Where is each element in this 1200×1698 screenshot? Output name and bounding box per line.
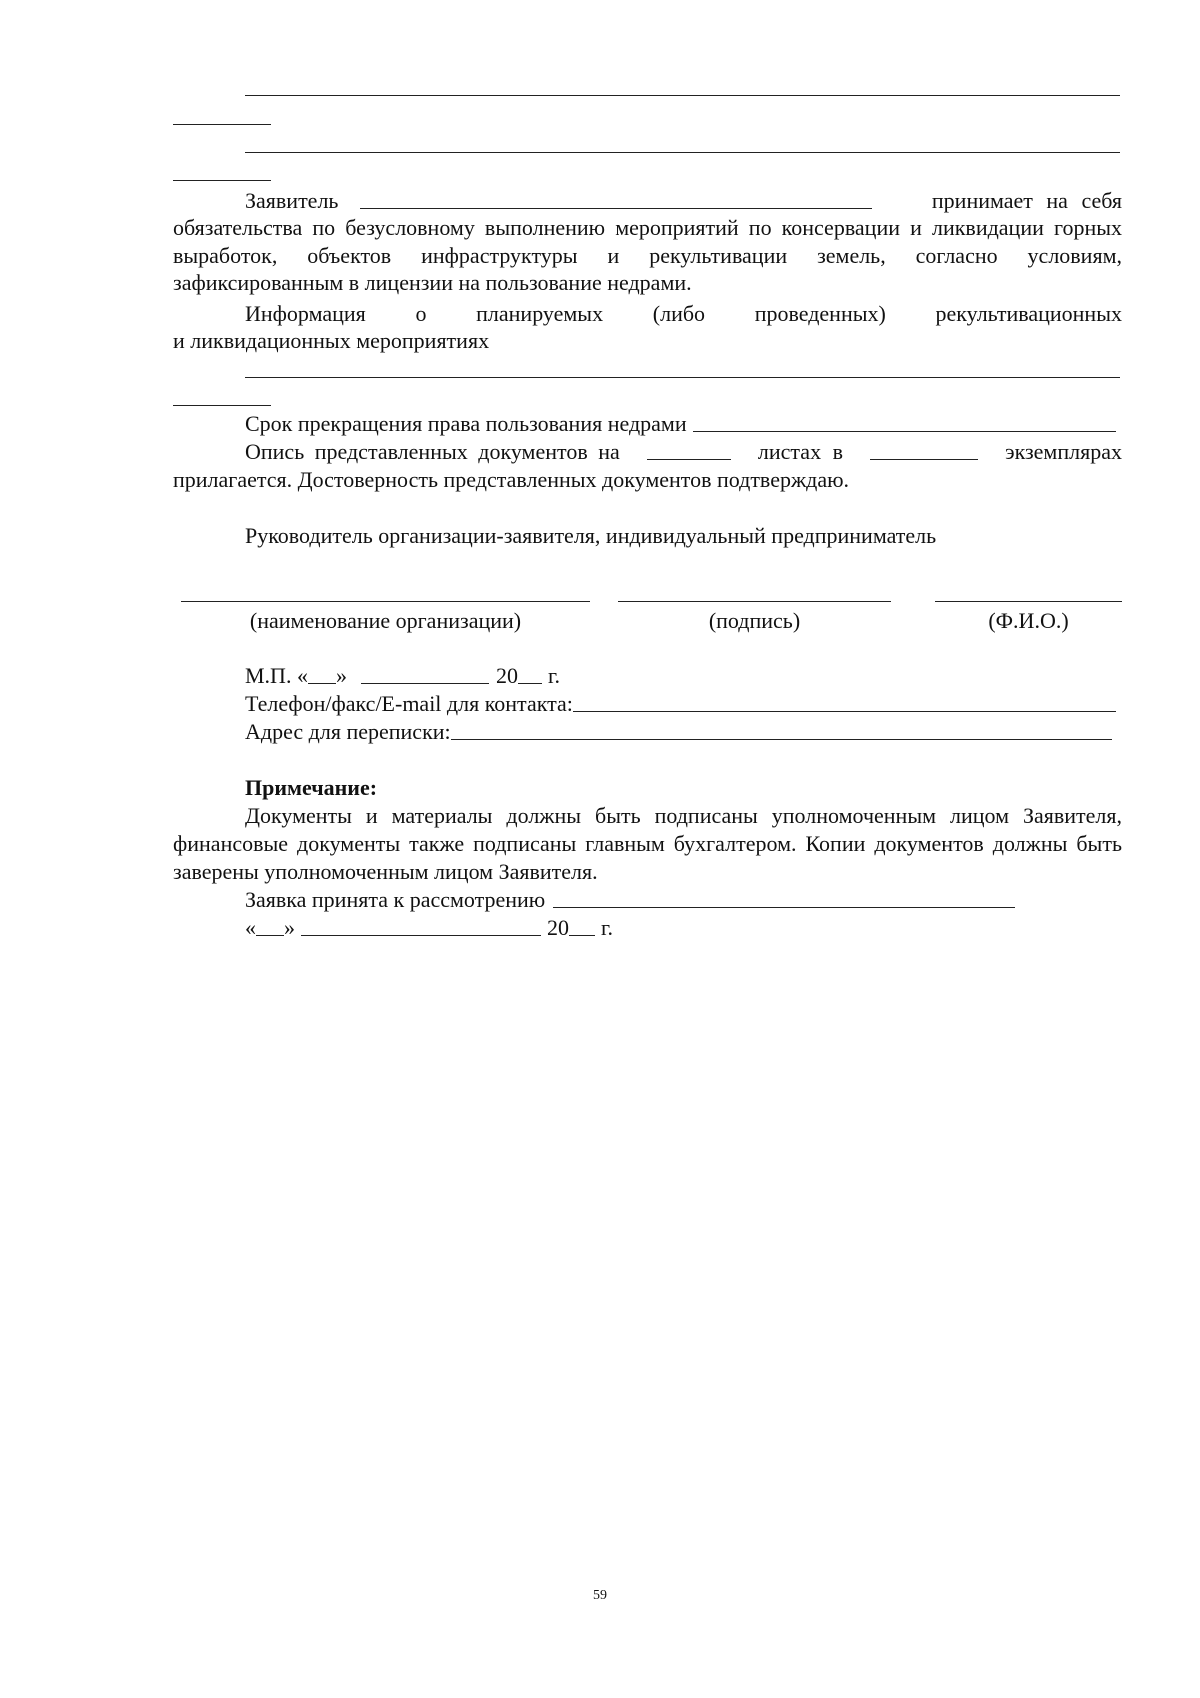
org-name-field[interactable]: [181, 601, 590, 602]
info-second-line: и ликвидационных мероприятиях: [173, 328, 490, 353]
note-heading: Примечание:: [245, 775, 378, 800]
term-line: [245, 410, 1122, 437]
address-field[interactable]: [451, 739, 1112, 740]
stamp-year-suffix: г.: [547, 663, 560, 688]
stamp-year-field[interactable]: [518, 683, 542, 684]
info-blank-line-tail[interactable]: [173, 405, 271, 406]
blank-line-2-tail[interactable]: [173, 180, 271, 181]
phone-field[interactable]: [573, 711, 1116, 712]
blank-line-2[interactable]: [245, 152, 1120, 153]
applicant-line: [245, 187, 1122, 214]
inventory-line: [245, 438, 1122, 465]
info-blank-line[interactable]: [245, 377, 1120, 378]
acceptance-year-prefix: 20: [547, 915, 569, 940]
address-line: [245, 718, 1118, 745]
head-title: Руководитель организации-заявителя, индивидуальный предприниматель: [245, 523, 937, 548]
stamp-mp: М.П. «: [245, 663, 308, 688]
caption-full-name: (Ф.И.О.): [988, 608, 1069, 633]
inventory-part2: листах в: [757, 439, 843, 464]
applicant-name-field[interactable]: [360, 208, 872, 209]
inventory-line2: прилагается. Достоверность представленных документов подтверждаю.: [173, 467, 850, 492]
full-name-field[interactable]: [935, 601, 1122, 602]
acceptance-open-quote: «: [245, 915, 256, 940]
stamp-year-prefix: 20: [495, 663, 518, 688]
applicant-right-words: принимает на себя: [931, 188, 1122, 213]
acceptance-field[interactable]: [553, 907, 1015, 908]
signature-field[interactable]: [618, 601, 891, 602]
applicant-word: Заявитель: [245, 188, 339, 213]
inventory-copies-field[interactable]: [870, 459, 978, 460]
term-field[interactable]: [693, 431, 1116, 432]
caption-signature: (подпись): [708, 608, 801, 633]
note-text: Документы и материалы должны быть подписаны уполномоченным лицом Заявителя, финансовые документы также подписаны главным бухгалтером. Копии документов должны быть заверены уполномоченным лицом Заявителя.: [173, 803, 1122, 884]
stamp-close-quote: »: [335, 663, 347, 688]
acceptance-day-field[interactable]: [256, 935, 284, 936]
term-label: Срок прекращения права пользования недрами: [245, 411, 687, 436]
blank-line-1-tail[interactable]: [173, 124, 271, 125]
inventory-sheets-field[interactable]: [647, 459, 731, 460]
acceptance-date-line: [245, 914, 613, 941]
applicant-obligations: обязательства по безусловному выполнению мероприятий по консервации и ликвидации горных выработок, объектов инфраструктуры и рекультивации земель, согласно условиям, зафиксированным в лицензии на пользование недрами.: [173, 215, 1122, 295]
phone-line: [245, 690, 1122, 717]
stamp-day-field[interactable]: [308, 683, 336, 684]
blank-line-1[interactable]: [245, 95, 1120, 96]
address-label: Адрес для переписки:: [245, 719, 451, 744]
acceptance-label: Заявка принята к рассмотрению: [245, 887, 546, 912]
caption-org-name: (наименование организации): [249, 608, 522, 633]
stamp-date-line: [245, 662, 560, 689]
inventory-part3: экземплярах: [1005, 439, 1122, 464]
acceptance-close-quote: »: [284, 915, 295, 940]
page-number: 59: [593, 1588, 607, 1603]
phone-label: Телефон/факс/E-mail для контакта:: [245, 691, 573, 716]
info-first-line: Информация о планируемых (либо проведенных) рекультивационных: [245, 301, 1122, 326]
acceptance-month-field[interactable]: [301, 935, 541, 936]
acceptance-year-suffix: г.: [601, 915, 614, 940]
acceptance-line: [245, 886, 1019, 913]
stamp-month-field[interactable]: [361, 683, 489, 684]
inventory-part1: Опись представленных документов на: [245, 439, 620, 464]
acceptance-year-field[interactable]: [569, 935, 595, 936]
